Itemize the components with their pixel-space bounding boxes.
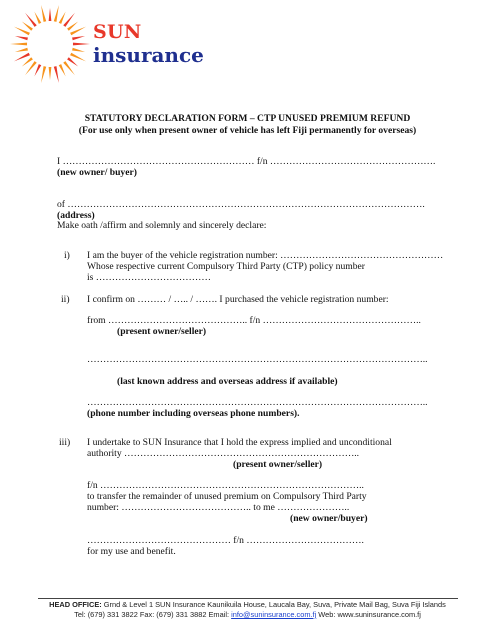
sun-ray [49,8,52,21]
footer-address [0,600,495,609]
new-owner-name-line: I …………………………………………………… f/n ……………………………………………. [57,156,436,167]
sun-ray [41,5,46,22]
address-line: of …………………………………………………………………………………………………. [57,199,425,210]
brand-insurance-text: insurance [93,43,204,67]
oath-text: Make oath /affirm and solemnly and sincerely declare: [57,220,267,231]
address-label: (address) [57,210,95,221]
footer-divider [38,598,458,599]
item-iii-authority-line: authority ……………………………………………………………….. [87,448,360,459]
item-ii-number: ii) [61,294,70,305]
sun-ray [70,53,86,62]
item-ii-from-line: from …………………………………….. f/n ………………………………………….. [87,315,421,326]
sun-ray [34,12,41,24]
policy-number-line: number: ………………………………….. to me ………………….. [87,502,350,513]
signature-line: ……………………………………… f/n ………………………………. [87,535,364,546]
sun-ray [72,48,85,52]
contact-phone-fax: Tel: (679) 331 3822 Fax: (679) 331 3882 Email: [74,610,232,619]
sun-ray [54,66,59,83]
new-owner-label: (new owner/ buyer) [57,167,137,178]
sun-logo-icon [8,2,106,84]
head-office-address: Grnd & Level 1 SUN Insurance Kaunikuila House, Laucala Bay, Suva, Private Mail Bag, Suva Fiji Islands [101,600,446,609]
sun-ray [49,67,52,80]
transfer-text: to transfer the remainder of unused premium on Compulsory Third Party [87,491,367,502]
new-owner-label-2: (new owner/buyer) [290,513,368,524]
sun-ray [72,36,85,40]
item-ii-date-line: I confirm on ……… / ….. / ……. I purchased the vehicle registration number: [87,294,389,305]
seller-phone-hint: (phone number including overseas phone numbers). [87,408,300,419]
present-owner-label: (present owner/seller) [117,326,207,337]
fn-line: f/n ……………………………………………………………………….. [87,480,364,491]
sun-ray [22,22,33,31]
sun-ray [67,22,78,31]
item-i-number: i) [64,250,70,261]
item-i-ctp-text: Whose respective current Compulsory Third Party (CTP) policy number [87,261,365,272]
sun-ray [34,64,41,76]
head-office-label: HEAD OFFICE: [49,600,102,609]
sun-ray [54,5,59,22]
seller-address-hint: (last known address and overseas address if available) [117,376,338,387]
sun-ray [70,27,86,36]
sun-ray [15,36,28,40]
sun-ray [59,64,66,76]
sun-ray [41,66,46,83]
email-link[interactable]: info@suninsurance.com.fj [231,610,317,619]
form-subtitle: (For use only when present owner of vehicle has left Fiji permanently for overseas) [78,125,417,136]
item-i-policy-line: is ……………………………… [87,272,211,283]
present-owner-label-2: (present owner/seller) [233,459,323,470]
sun-ray [59,12,66,24]
sun-ray [15,48,28,52]
seller-phone-line: …………………………………………………………………………………………….. [87,397,428,408]
footer-contact [0,610,495,619]
item-iii-number: iii) [59,437,71,448]
sun-ray [73,43,90,46]
form-title: STATUTORY DECLARATION FORM – CTP UNUSED PREMIUM REFUND [84,113,411,124]
item-i-registration-line: I am the buyer of the vehicle registration number: …………………………………………… [87,250,444,261]
sun-ray [14,53,30,62]
brand-sun-text: SUN [93,21,142,43]
sun-ray [67,57,78,66]
website-text: Web: www.suninsurance.com.fj [316,610,421,619]
sun-ray [10,43,27,46]
sun-ray [22,57,33,66]
item-iii-undertake-text: I undertake to SUN Insurance that I hold the express implied and unconditional [87,437,392,448]
benefit-text: for my use and benefit. [87,546,176,557]
seller-address-line: …………………………………………………………………………………………….. [87,354,428,365]
sun-ray [14,27,30,36]
